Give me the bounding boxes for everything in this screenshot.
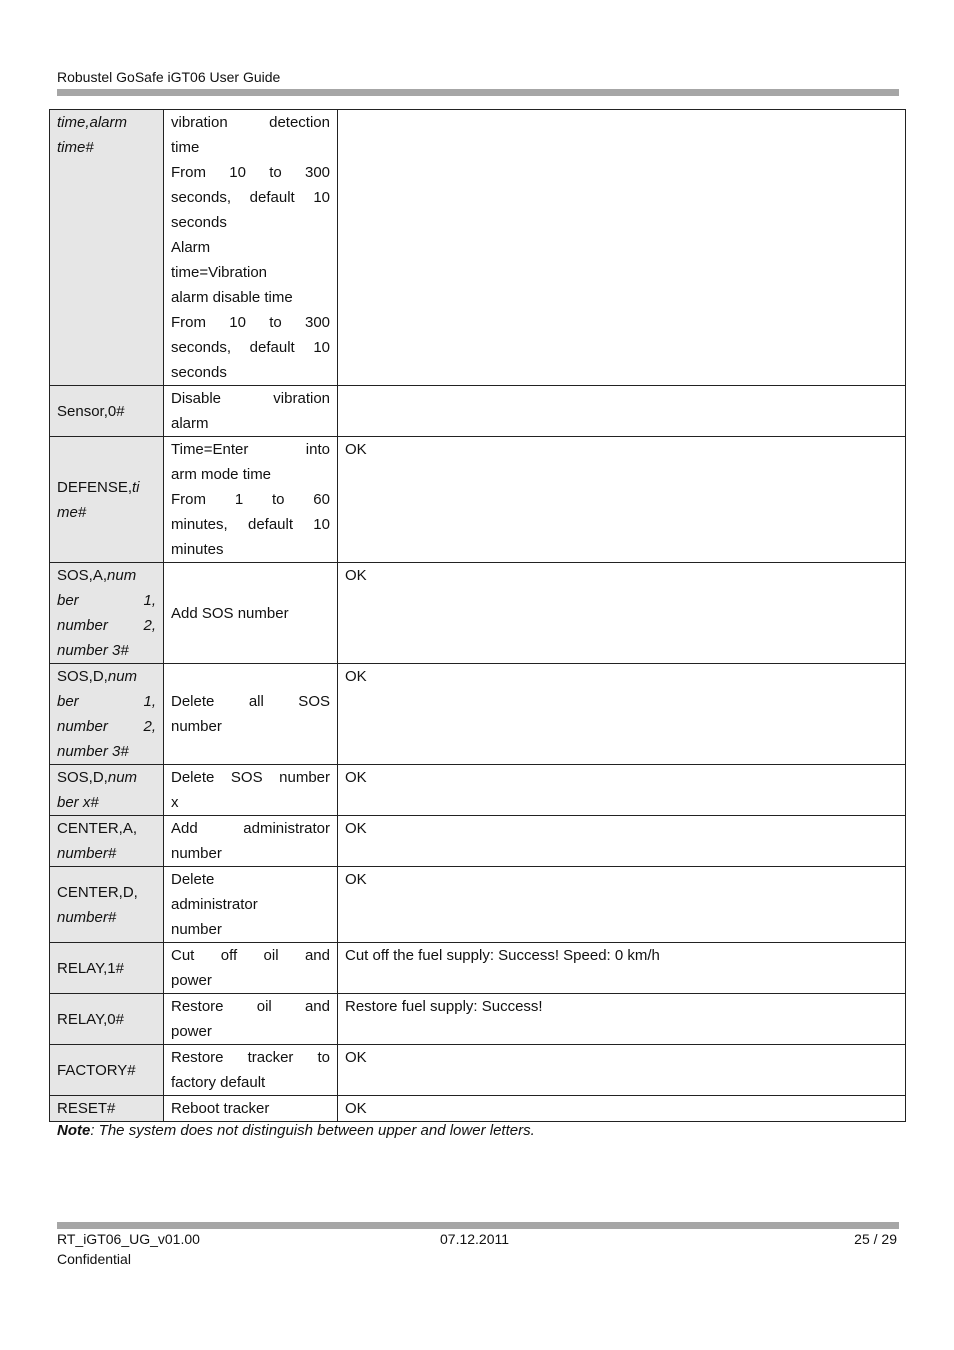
response-cell [338,110,906,386]
note-label: Note [57,1122,91,1139]
command-cell [50,664,164,765]
command-cell [50,386,164,437]
command-text: number 2, [57,617,156,634]
response-cell: OK [338,563,906,664]
response-cell: OK [338,437,906,563]
description-text: minutes [171,541,224,558]
description-text: seconds [171,214,227,231]
command-text: Sensor,0# [57,402,125,420]
command-text: SOS,A,num [57,567,137,584]
command-text: number 3# [57,743,129,760]
table-row [50,816,906,867]
table-row [50,1096,906,1122]
command-text: time,alarm [57,114,128,131]
description-text: seconds [171,364,227,381]
command-text: number# [57,845,117,862]
table-row [50,943,906,994]
command-text: ber x# [57,794,99,811]
description-cell [164,664,338,765]
description-cell [164,765,338,816]
response-cell [338,386,906,437]
footer-rule [57,1222,899,1229]
command-cell [50,943,164,994]
description-text: Restore tracker to [171,1049,330,1066]
description-text: From 10 to 300 [171,164,330,181]
command-text: SOS,D,num [57,668,138,685]
description-text: number [171,718,222,735]
note [57,1122,535,1139]
description-text: alarm disable time [171,289,293,306]
command-text: ber 1, [57,592,156,609]
description-text: From 10 to 300 [171,314,330,331]
command-text: me# [57,503,87,521]
description-text: x [171,794,179,811]
response-cell: OK [338,1096,906,1122]
command-text: FACTORY# [57,1061,136,1079]
response-cell: OK [338,867,906,943]
header-title: Robustel GoSafe iGT06 User Guide [57,69,281,85]
response-cell: Cut off the fuel supply: Success! Speed: 0 km/h [338,943,906,994]
response-cell: OK [338,1045,906,1096]
description-text: number [171,921,222,938]
description-cell [164,1096,338,1122]
description-text: alarm [171,415,209,432]
command-cell [50,1096,164,1122]
command-text: CENTER,D, [57,883,138,901]
description-text: power [171,1023,212,1040]
response-cell: OK [338,664,906,765]
description-cell [164,437,338,563]
description-text: minutes, default 10 [171,516,330,533]
command-text: RESET# [57,1100,116,1117]
description-text: factory default [171,1074,266,1091]
description-text: time [171,139,200,156]
table-row [50,563,906,664]
command-text: RELAY,0# [57,1010,124,1028]
description-text: Disable vibration [171,390,330,407]
command-cell [50,1045,164,1096]
footer-doc-id: RT_iGT06_UG_v01.00 [57,1231,200,1247]
command-text: RELAY,1# [57,959,124,977]
response-cell: OK [338,816,906,867]
command-text: time# [57,139,94,156]
description-cell [164,867,338,943]
description-text: administrator [171,896,258,913]
description-text: Alarm [171,239,211,256]
description-text: seconds, default 10 [171,339,330,356]
description-cell [164,1045,338,1096]
description-text: seconds, default 10 [171,189,330,206]
table-row [50,1045,906,1096]
table-row [50,664,906,765]
description-cell [164,110,338,386]
command-text: number 3# [57,642,129,659]
command-text: number# [57,908,117,926]
footer-page-number: 25 / 29 [854,1231,897,1247]
description-cell [164,816,338,867]
table-row [50,437,906,563]
command-table [49,109,906,1122]
table-row [50,867,906,943]
command-text: CENTER,A, [57,820,138,837]
description-text: time=Vibration [171,264,268,281]
command-cell [50,994,164,1045]
command-cell [50,110,164,386]
description-cell [164,386,338,437]
description-cell [164,563,338,664]
command-cell [50,867,164,943]
description-text: Restore oil and [171,998,330,1015]
description-text: number [171,845,222,862]
description-text: Delete SOS number [171,769,330,786]
description-text: From 1 to 60 [171,491,330,508]
description-text: Delete all SOS [171,693,330,710]
description-text: vibration detection [171,114,330,131]
header-rule [57,89,899,96]
command-cell [50,563,164,664]
table-row [50,110,906,386]
description-cell [164,943,338,994]
command-cell [50,437,164,563]
command-text: SOS,D,num [57,769,138,786]
description-text: arm mode time [171,466,272,483]
description-text: Delete [171,871,215,888]
command-cell [50,816,164,867]
footer-confidential: Confidential [57,1251,131,1267]
description-text: Reboot tracker [171,1100,270,1117]
description-text: Cut off oil and [171,947,330,964]
command-text: ber 1, [57,693,156,710]
command-text: DEFENSE,ti [57,478,140,496]
table-row [50,994,906,1045]
description-text: Time=Enter into [171,441,330,458]
footer-date: 07.12.2011 [440,1231,510,1247]
response-cell: OK [338,765,906,816]
description-cell [164,994,338,1045]
command-cell [50,765,164,816]
description-text: Add administrator [171,820,330,837]
description-text: power [171,972,212,989]
description-text: Add SOS number [171,604,289,622]
response-cell: Restore fuel supply: Success! [338,994,906,1045]
note-text: : The system does not distinguish between upper and lower letters. [90,1122,535,1139]
table-row [50,386,906,437]
table-row [50,765,906,816]
command-text: number 2, [57,718,156,735]
